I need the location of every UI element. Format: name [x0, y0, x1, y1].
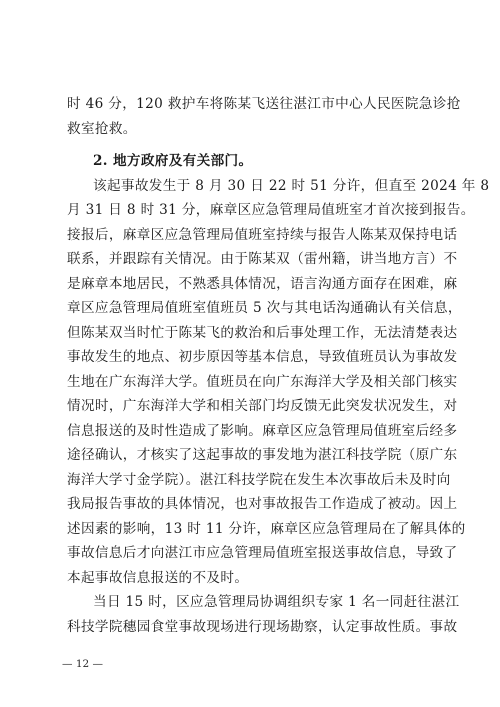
page-number: — 12 — [62, 658, 104, 670]
text-line: 科技学院穗园食堂事故现场进行现场勘察，认定事故性质。事故 [67, 618, 458, 635]
text-line: 当日 15 时，区应急管理局协调组织专家 1 名一同赶往湛江 [93, 594, 460, 610]
paragraph-continuation [67, 92, 461, 141]
text-line: 章区应急管理局值班室值班员 5 次与其电话沟通确认有关信息， [67, 300, 462, 316]
text-line: 事故发生的地点、初步原因等基本信息，导致值班员认为事故发 [67, 349, 458, 365]
text-line: 联系，并跟踪有关情况。由于陈某双（雷州籍，讲当地方言）不 [67, 251, 458, 267]
text-line: 月 31 日 8 时 31 分，麻章区应急管理局值班室才首次接到报告。 [67, 202, 475, 218]
document-body [67, 92, 490, 639]
text-line: 信息报送的及时性造成了影响。麻章区应急管理局值班室后经多 [67, 422, 458, 439]
text-line: 但陈某双当时忙于陈某飞的救治和后事处理工作，无法清楚表达 [67, 324, 458, 341]
paragraph-site-survey [67, 590, 460, 639]
text-line: 救室抢救。 [67, 120, 137, 137]
text-line: 是麻章本地居民，不熟悉具体情况，语言沟通方面存在困难，麻 [67, 275, 458, 292]
text-line: 海洋大学寸金学院）。湛江科技学院在发生本次事故后未及时向 [67, 471, 451, 488]
paragraph-spacing [67, 141, 439, 149]
text-line: 生地在广东海洋大学。值班员在向广东海洋大学及相关部门核实 [67, 373, 458, 390]
section-heading: 2. 地方政府及有关部门。 [93, 153, 253, 169]
text-line: 该起事故发生于 8 月 30 日 22 时 51 分许，但直至 2024 年 8 [93, 177, 490, 194]
text-line: 本起事故信息报送的不及时。 [67, 569, 249, 586]
text-line: 事故信息后才向湛江市应急管理局值班室报送事故信息，导致了 [67, 545, 458, 561]
text-line: 情况时，广东海洋大学和相关部门均反馈无此突发状况发生，对 [67, 398, 458, 414]
paragraph-report-timeline [67, 174, 490, 591]
text-line: 途径确认，才核实了这起事故的事发地为湛江科技学院（原广东 [67, 447, 458, 463]
text-line: 时 46 分，120 救护车将陈某飞送往湛江市中心人民医院急诊抢 [67, 96, 461, 112]
text-line: 我局报告事故的具体情况，也对事故报告工作造成了被动。因上 [67, 496, 458, 512]
text-line: 接报后，麻章区应急管理局值班室持续与报告人陈某双保持电话 [67, 226, 458, 243]
text-line: 述因素的影响，13 时 11 分许，麻章区应急管理局在了解具体的 [67, 520, 466, 537]
